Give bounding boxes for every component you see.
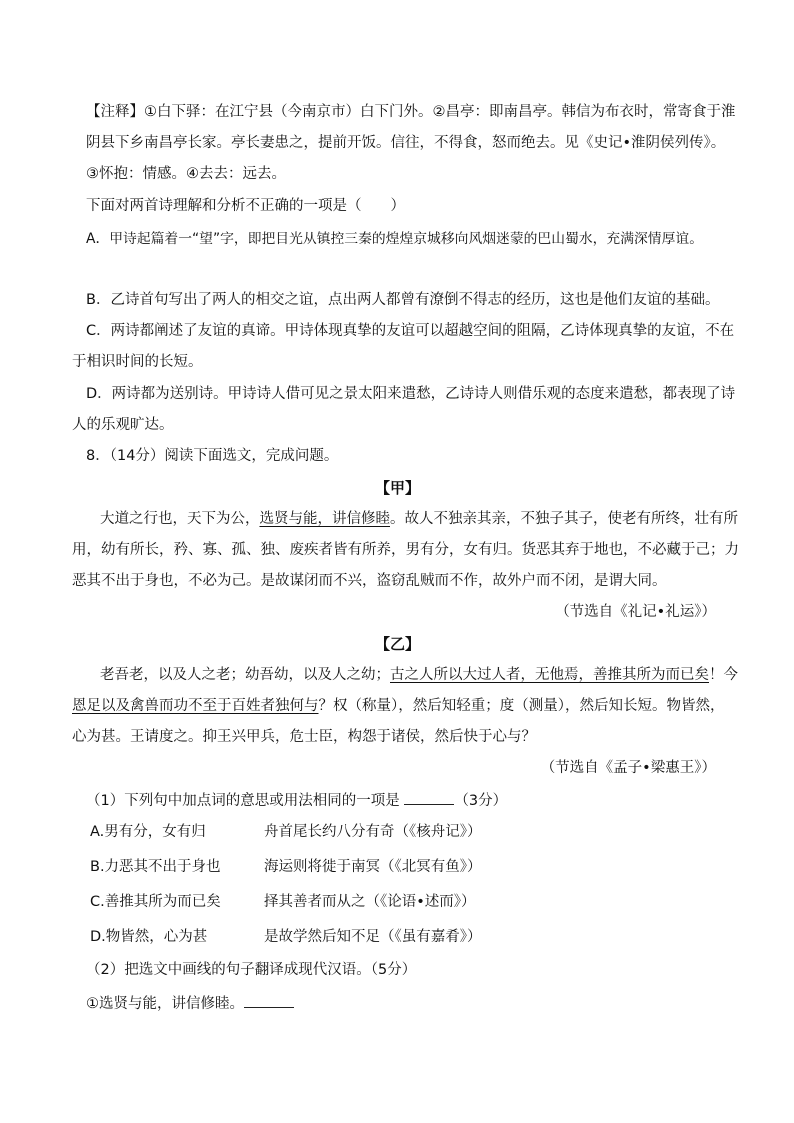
q7-option-c-line-1: C．两诗都阐述了友谊的真谛。甲诗体现真挚的友谊可以超越空间的阻隔，乙诗体现真挚的友谊，不在 xyxy=(86,323,735,339)
q8-stem: 8．（14分）阅读下面选文，完成问题。 xyxy=(86,448,339,464)
sub-question-1-stem: （1）下列句中加点词的意思或用法相同的一项是 （3分） xyxy=(86,790,507,811)
q7-option-a: A．甲诗起篇着一“望”字，即把目光从镇控三秦的煌煌京城移向风烟迷蒙的巴山蜀水，充满深情厚谊。 xyxy=(86,231,703,247)
note-line-1: 【注释】①白下驿：在江宁县（今南京市）白下门外。②昌亭：即南昌亭。韩信为布衣时，常寄食于淮 xyxy=(86,104,736,120)
sub-question-2-stem: （2）把选文中画线的句子翻译成现代汉语。（5分） xyxy=(86,962,417,978)
answer-blank-1[interactable] xyxy=(404,790,454,805)
passage-yi-line-1: 老吾老，以及人之老；幼吾幼，以及人之幼；古之人所以大过人者，无他焉，善推其所为而已矣！今 xyxy=(100,667,738,683)
note-line-3: ③怀抱：情感。④去去：远去。 xyxy=(86,166,286,182)
q7-option-b: B．乙诗首句写出了两人的相交之谊，点出两人都曾有潦倒不得志的经历，这也是他们友谊的基础。 xyxy=(86,292,720,308)
passage-jia-line-2: 用，幼有所长，矜、寡、孤、独、废疾者皆有所养，男有分，女有归。货恶其弃于地也，不必藏于己；力 xyxy=(72,542,739,558)
answer-blank-2[interactable] xyxy=(244,993,294,1008)
underlined-sentence-2b: 恩足以及禽兽而功不至于百姓者独何与 xyxy=(72,698,319,714)
passage-jia-source: （节选自《礼记•礼运》） xyxy=(555,604,716,620)
q7-stem: 下面对两首诗理解和分析不正确的一项是（ ） xyxy=(86,198,405,214)
q7-option-d-line-2: 人的乐观旷达。 xyxy=(72,417,174,433)
passage-jia-line-1: 大道之行也，天下为公，选贤与能，讲信修睦。故人不独亲其亲，不独子其子，使老有所终，壮有所 xyxy=(100,511,738,527)
q7-option-c-line-2: 于相识时间的长短。 xyxy=(72,354,203,370)
passage-yi-heading: 【乙】 xyxy=(375,635,421,653)
passage-jia-heading: 【甲】 xyxy=(375,479,421,497)
passage-yi-line-3: 心为甚。王请度之。抑王兴甲兵，危士臣，构怨于诸侯，然后快于心与？ xyxy=(72,729,536,745)
note-line-2: 阴县下乡南昌亭长家。亭长妻患之，提前开饭。信往，不得食，怒而绝去。见《史记•淮阴侯列传》。 xyxy=(86,135,726,151)
underlined-sentence-1: 选贤与能，讲信修睦 xyxy=(259,511,390,527)
sub-question-2-item-1: ①选贤与能，讲信修睦。 xyxy=(86,993,294,1014)
passage-yi-line-2: 恩足以及禽兽而功不至于百姓者独何与？权（称量），然后知轻重；度（测量），然后知长短。物皆然， xyxy=(72,698,725,714)
underlined-sentence-2a: 古之人所以大过人者，无他焉，善推其所为而已矣 xyxy=(390,667,709,683)
passage-yi-source: （节选自《孟子•梁惠王》） xyxy=(540,760,716,776)
q7-option-d-line-1: D．两诗都为送别诗。甲诗诗人借可见之景太阳来遣愁，乙诗诗人则借乐观的态度来遣愁，都表现了诗 xyxy=(86,386,736,402)
passage-jia-line-3: 恶其不出于身也，不必为己。是故谋闭而不兴，盗窃乱贼而不作，故外户而不闭，是谓大同。 xyxy=(72,573,667,589)
